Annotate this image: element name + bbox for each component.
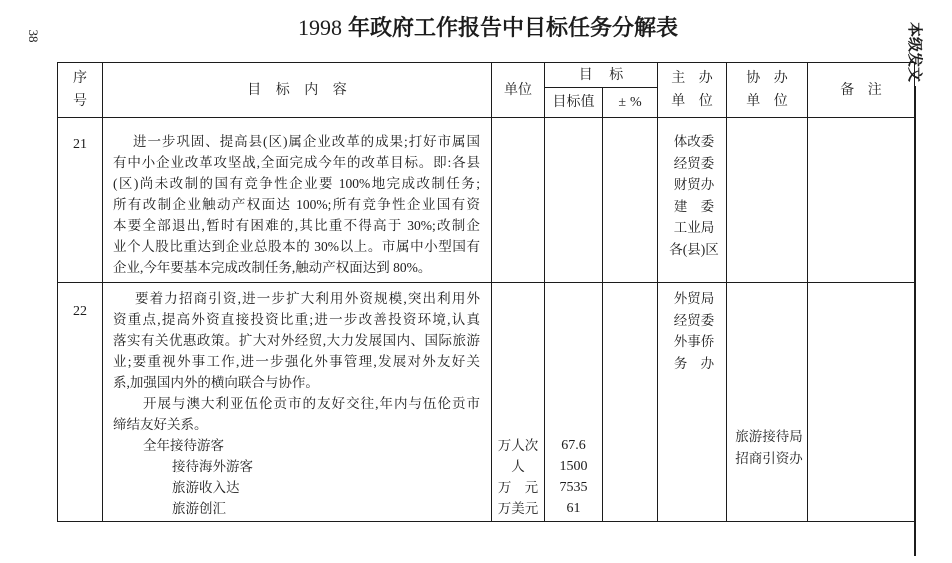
- row-21-tolerance-cell: [603, 118, 658, 283]
- lead-unit: 经贸委: [673, 155, 715, 171]
- assist-unit: 旅游接待局: [735, 429, 803, 444]
- row-21-assist-cell: [727, 118, 808, 283]
- row-22-unit-cell: [492, 283, 545, 522]
- row-seq-number: 22: [73, 304, 87, 319]
- item-unit: 万人次: [497, 438, 539, 453]
- row-22-remark-cell: [808, 283, 915, 522]
- header-assist-unit: [727, 63, 808, 118]
- lead-unit: 外贸局: [673, 291, 715, 306]
- content-line: 所有改制企业触动产权面达 100%;所有竞争性企业国有资: [113, 197, 480, 212]
- content-line: 缔结友好关系。: [113, 417, 208, 432]
- content-line: 进一步巩固、提高县(区)属企业改革的成果;打好市属国: [133, 134, 480, 149]
- row-21-content-cell: [103, 118, 492, 283]
- header-target-label: 目 标: [578, 67, 624, 83]
- header-seq-line-1: 序: [73, 71, 87, 86]
- row-21-target-value-cell: [545, 118, 603, 283]
- header-target: [545, 63, 658, 88]
- item-value: 1500: [559, 459, 588, 474]
- item-value: 67.6: [561, 438, 586, 453]
- row-22-lead-cell: [658, 283, 727, 522]
- header-unit: [492, 63, 545, 118]
- lead-unit: 建 委: [673, 198, 715, 214]
- row-22-tolerance-cell: [603, 283, 658, 522]
- content-line: 要着力招商引资,进一步扩大利用外资规模,突出利用外: [135, 291, 480, 306]
- row-21-unit-cell: [492, 118, 545, 283]
- row-22-seq-cell: [58, 283, 103, 522]
- header-remark-label: 备 注: [840, 82, 882, 98]
- item-value: 7535: [559, 480, 588, 495]
- content-line: 落实有关优惠政策。扩大对外经贸,大力发展国内、国际旅游: [113, 333, 480, 348]
- item-label: 全年接待游客: [143, 438, 224, 453]
- header-assist-line-2: 单 位: [746, 94, 788, 109]
- content-line: 有中小企业改革攻坚战,全面完成今年的改革目标。即:各县: [113, 155, 480, 170]
- title-year: 1998: [298, 15, 342, 40]
- item-label: 旅游收入达: [172, 480, 240, 495]
- lead-unit: 务 办: [673, 355, 715, 371]
- content-line: 本要全部退出,暂时有困难的,其比重不得高于 30%;改制企: [113, 218, 480, 233]
- item-label: 旅游创汇: [172, 501, 226, 516]
- header-seq: [58, 63, 103, 118]
- header-target-value-label: 目标值: [552, 95, 595, 110]
- row-22-content-cell: [103, 283, 492, 522]
- row-21-lead-cell: [658, 118, 727, 283]
- content-line: 资重点,提高外资直接投资比重;进一步改善投资环境,认真: [113, 312, 480, 327]
- header-lead-line-1: 主 办: [671, 71, 713, 86]
- item-value: 61: [566, 501, 581, 516]
- row-seq-number: 21: [73, 137, 87, 152]
- content-line: 企业,今年要基本完成改制任务,触动产权面达到 80%。: [113, 260, 432, 275]
- lead-unit: 财贸办: [673, 177, 715, 193]
- title-text: 年政府工作报告中目标任务分解表: [348, 16, 679, 41]
- item-label: 接待海外游客: [172, 459, 253, 474]
- page-number: 38: [26, 29, 41, 43]
- item-unit: 人: [511, 459, 525, 474]
- header-unit-label: 单位: [504, 82, 532, 98]
- header-tolerance: [603, 88, 658, 118]
- item-unit: 万 元: [497, 480, 539, 495]
- content-line: 系,加强国内外的横向联合与协作。: [113, 375, 319, 390]
- header-content-label: 目 标 内 容: [247, 82, 347, 98]
- content-line: (区)尚未改制的国有竞争性企业要 100%地完成改制任务;: [113, 176, 480, 191]
- row-22-target-value-cell: [545, 283, 603, 522]
- target-task-table: [57, 62, 915, 522]
- header-lead-unit: [658, 63, 727, 118]
- header-tolerance-label: ±%: [618, 95, 646, 110]
- header-remark: [808, 63, 915, 118]
- row-21-seq-cell: [58, 118, 103, 283]
- row-21-remark-cell: [808, 118, 915, 283]
- page-title: [298, 14, 678, 43]
- header-target-value: [545, 88, 603, 118]
- header-seq-line-2: 号: [73, 94, 87, 109]
- lead-unit: 经贸委: [673, 312, 715, 328]
- lead-unit: 工业局: [673, 220, 715, 236]
- assist-unit: 招商引资办: [735, 451, 803, 466]
- side-section-label: 本级发文: [906, 21, 924, 82]
- lead-unit: 体改委: [673, 134, 715, 149]
- header-assist-line-1: 协 办: [746, 71, 788, 86]
- lead-unit: 外事侨: [673, 334, 715, 349]
- header-content: [103, 63, 492, 118]
- row-22-assist-cell: [727, 283, 808, 522]
- item-unit: 万美元: [497, 501, 539, 516]
- content-line: 开展与澳大利亚伍伦贡市的友好交往,年内与伍伦贡市: [143, 396, 480, 411]
- header-lead-line-2: 单 位: [671, 94, 713, 109]
- content-line: 业;要重视外事工作,进一步强化外事管理,发展对外友好关: [113, 354, 480, 369]
- content-line: 业个人股比重达到企业总股本的 30%以上。市属中小型国有: [113, 239, 480, 254]
- lead-unit: 各(县)区: [669, 241, 719, 257]
